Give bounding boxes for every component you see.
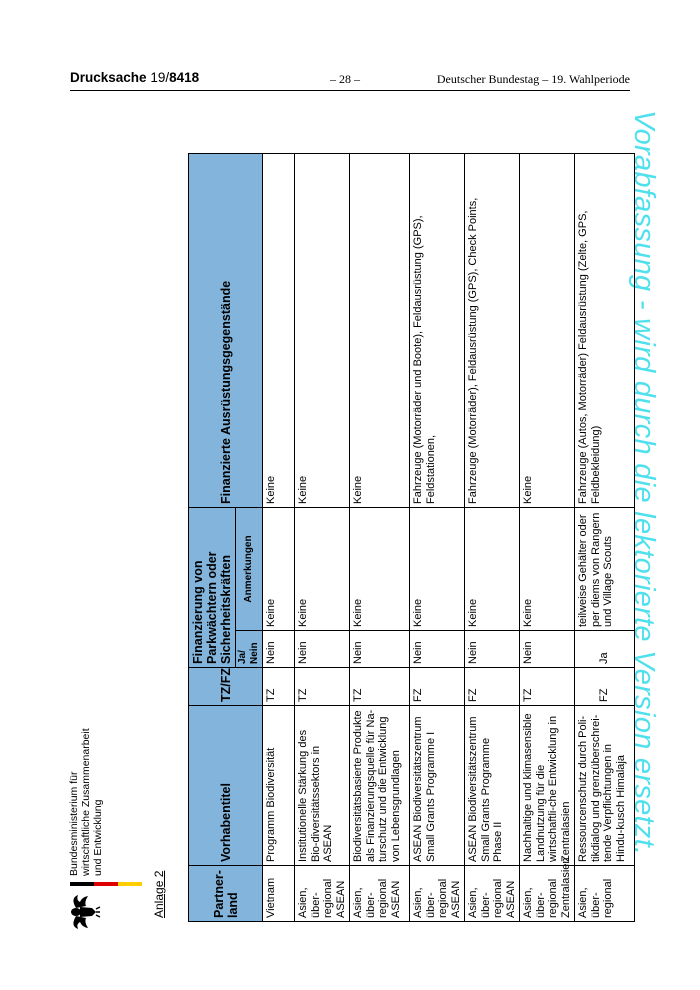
ministry-line-2: wirtschaftliche Zusammenarbeit [80,728,92,876]
cell-partner: Asien, über-regional ASEAN [465,866,520,922]
header-title: Vorhabentitel [189,706,263,866]
table-row [520,154,575,922]
cell-yesno: Ja [575,631,635,668]
cell-tzfz: FZ [575,668,635,706]
cell-yesno: Nein [263,631,295,668]
cell-partner: Asien, über-regional ASEAN [350,866,410,922]
cell-title: Ressourcenschutz durch Poli-tikdialog und grenzüberschrei-tende Verpflichtungen in Hindu-kusch Himalaja [575,706,635,866]
cell-title: Nachhaltige und klimasensible Landnutzung für die wirtschaftli-che Entwicklung in Zentralasien [520,706,575,866]
flag-red [94,882,118,886]
flag-gold [118,882,142,886]
table-row [575,154,635,922]
cell-equipment: Keine [263,154,295,508]
header-tzfz: TZ/FZ [189,668,263,706]
table-row [263,154,295,922]
header-yes-no: Ja/ Nein [236,631,263,668]
cell-title: ASEAN Biodiversitätszentrum Small Grants Programme Phase II [465,706,520,866]
publisher: Deutscher Bundestag – 19. Wahlperiode [436,72,630,86]
cell-equipment: Keine [520,154,575,508]
cell-tzfz: TZ [263,668,295,706]
table-row [465,154,520,922]
cell-tzfz: TZ [520,668,575,706]
cell-remarks: Keine [520,508,575,631]
cell-equipment: Keine [350,154,410,508]
federal-eagle-icon [62,892,102,932]
cell-tzfz: TZ [295,668,350,706]
cell-title: Programm Biodiversität [263,706,295,866]
cell-partner: Asien, über-regional Zentralasien [520,866,575,922]
cell-yesno: Nein [295,631,350,668]
cell-yesno: Nein [350,631,410,668]
document-number [70,70,199,85]
cell-title: Biodiversitätsbasierte Produkte als Finanzierungsquelle für Na-turschutz und die Entwicklung von Lebensgrundlagen [350,706,410,866]
cell-remarks: Keine [410,508,465,631]
cell-equipment: Fahrzeuge (Autos, Motorräder) Feldausrüstung (Zelte, GPS, Feldbekleidung) [575,154,635,508]
flag-black [70,882,94,886]
cell-partner: Asien, über-regional ASEAN [295,866,350,922]
ministry-name [68,728,104,876]
appendix-label: Anlage 2 [152,870,166,918]
cell-title: Institutionelle Stärkung des Bio-diversitätssektors in ASEAN [295,706,350,866]
doc-prefix: 19/ [150,70,170,85]
header-equipment: Finanzierte Ausrüstungsgegenstände [189,154,263,508]
cell-equipment: Keine [295,154,350,508]
projects-table [188,153,635,922]
header-financing: Finanzierung von Parkwächtern oder Sicherheitskräften [189,508,236,668]
ministry-line-3: und Entwicklung [92,799,104,876]
rotated-page [62,132,627,932]
doc-number: 8418 [169,70,200,85]
cell-partner: Asien, über-regional [575,866,635,922]
header-row [189,154,236,922]
header-rule [70,90,630,91]
cell-yesno: Nein [465,631,520,668]
cell-partner: Vietnam [263,866,295,922]
cell-remarks: Keine [295,508,350,631]
cell-tzfz: TZ [350,668,410,706]
table-row [410,154,465,922]
table-row [350,154,410,922]
cell-remarks: Keine [350,508,410,631]
header-partner: Partner-land [189,866,263,922]
cell-yesno: Nein [520,631,575,668]
doc-label: Drucksache [70,70,147,85]
header-remarks: Anmerkungen [236,508,263,631]
ministry-logo [62,632,152,932]
cell-remarks: teilweise Gehälter oder per diems von Rangern und Village Scouts [575,508,635,631]
cell-equipment: Fahrzeuge (Motorräder und Boote), Feldausrüstung (GPS), Feldstationen, [410,154,465,508]
cell-tzfz: FZ [465,668,520,706]
cell-partner: Asien, über-regional ASEAN [410,866,465,922]
flag-bars [70,882,142,886]
watermark: Vorabfassung - wird durch die lektorierte Version ersetzt. [628,110,660,856]
cell-remarks: Keine [465,508,520,631]
cell-title: ASEAN Biodiversitätszentrum Small Grants Programme I [410,706,465,866]
cell-remarks: Keine [263,508,295,631]
ministry-line-1: Bundesministerium für [68,771,80,876]
cell-equipment: Fahrzeuge (Motorräder), Feldausrüstung (GPS), Check Points, [465,154,520,508]
cell-yesno: Nein [410,631,465,668]
page-number: – 28 – [330,72,360,86]
cell-tzfz: FZ [410,668,465,706]
table-row [295,154,350,922]
